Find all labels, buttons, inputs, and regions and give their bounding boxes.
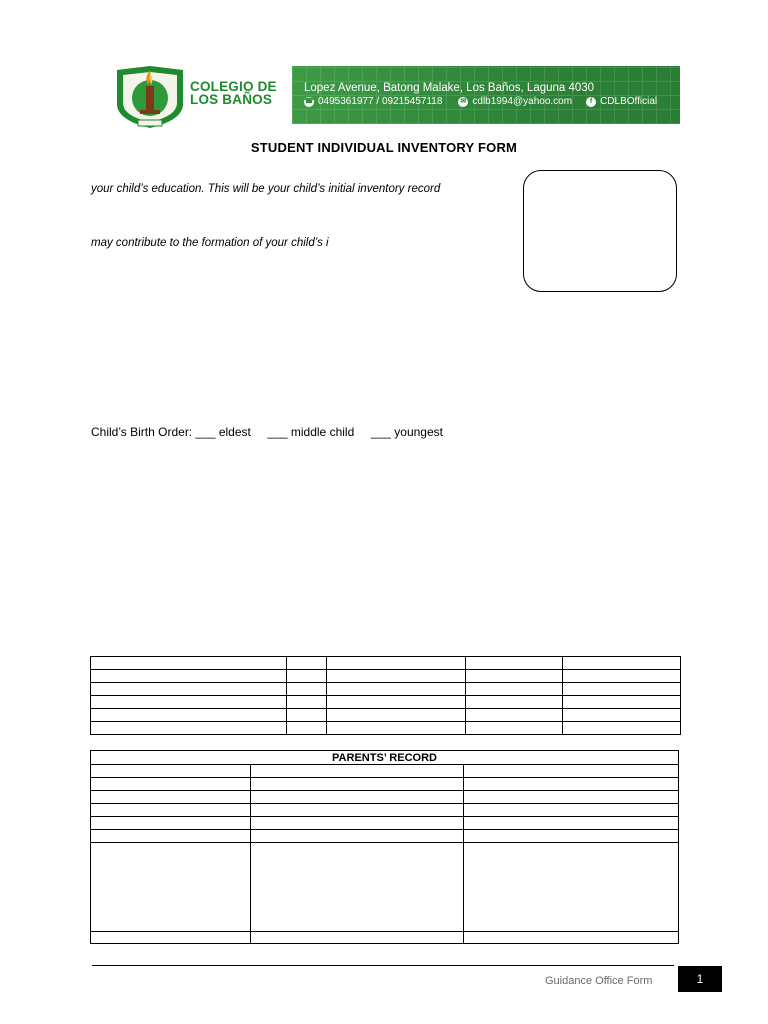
siblings-table: [90, 656, 681, 735]
intro-text-line-2: may contribute to the formation of your child’s i: [91, 237, 329, 249]
table-row: [91, 778, 679, 791]
contact-row: [304, 96, 657, 107]
table-row: [91, 791, 679, 804]
school-logo: [114, 64, 186, 130]
footer-label: Guidance Office Form: [545, 975, 653, 987]
table-row: [91, 696, 681, 709]
table-row: [91, 683, 681, 696]
table-row: [91, 817, 679, 830]
facebook-handle: CDLBOfficial: [600, 96, 658, 107]
email-icon: ✉: [458, 97, 468, 107]
table-row: [91, 670, 681, 683]
phone-icon: ☎: [304, 97, 314, 105]
table-row: [91, 932, 679, 944]
birth-order-field[interactable]: Child’s Birth Order: ___ eldest ___ middle child ___ youngest: [91, 425, 443, 439]
form-title: STUDENT INDIVIDUAL INVENTORY FORM: [250, 140, 518, 155]
email-address: cdlb1994@yahoo.com: [472, 96, 573, 107]
photo-box[interactable]: [523, 170, 677, 292]
table-row: [91, 657, 681, 670]
school-name-line1: COLEGIO DE: [190, 79, 277, 94]
parents-record-table: [90, 750, 679, 944]
parents-record-title: PARENTS’ RECORD: [91, 751, 679, 765]
facebook-icon: f: [586, 97, 596, 107]
table-header-row: [91, 751, 679, 765]
school-name: [190, 80, 277, 106]
banner-pattern: [292, 66, 680, 124]
table-row: [91, 804, 679, 817]
page-number: 1: [678, 966, 722, 992]
table-row: [91, 843, 679, 932]
table-row: [91, 830, 679, 843]
table-row: [91, 709, 681, 722]
school-address: Lopez Avenue, Batong Malake, Los Baños, Laguna 4030: [304, 82, 595, 94]
footer-divider: [92, 965, 674, 966]
intro-text-line-1: your child’s education. This will be your child’s initial inventory record: [91, 183, 441, 195]
table-row: [91, 765, 679, 778]
school-name-line2: LOS BAÑOS: [190, 92, 273, 107]
phone-numbers: 0495361977 / 09215457118: [318, 96, 443, 107]
table-row: [91, 722, 681, 735]
